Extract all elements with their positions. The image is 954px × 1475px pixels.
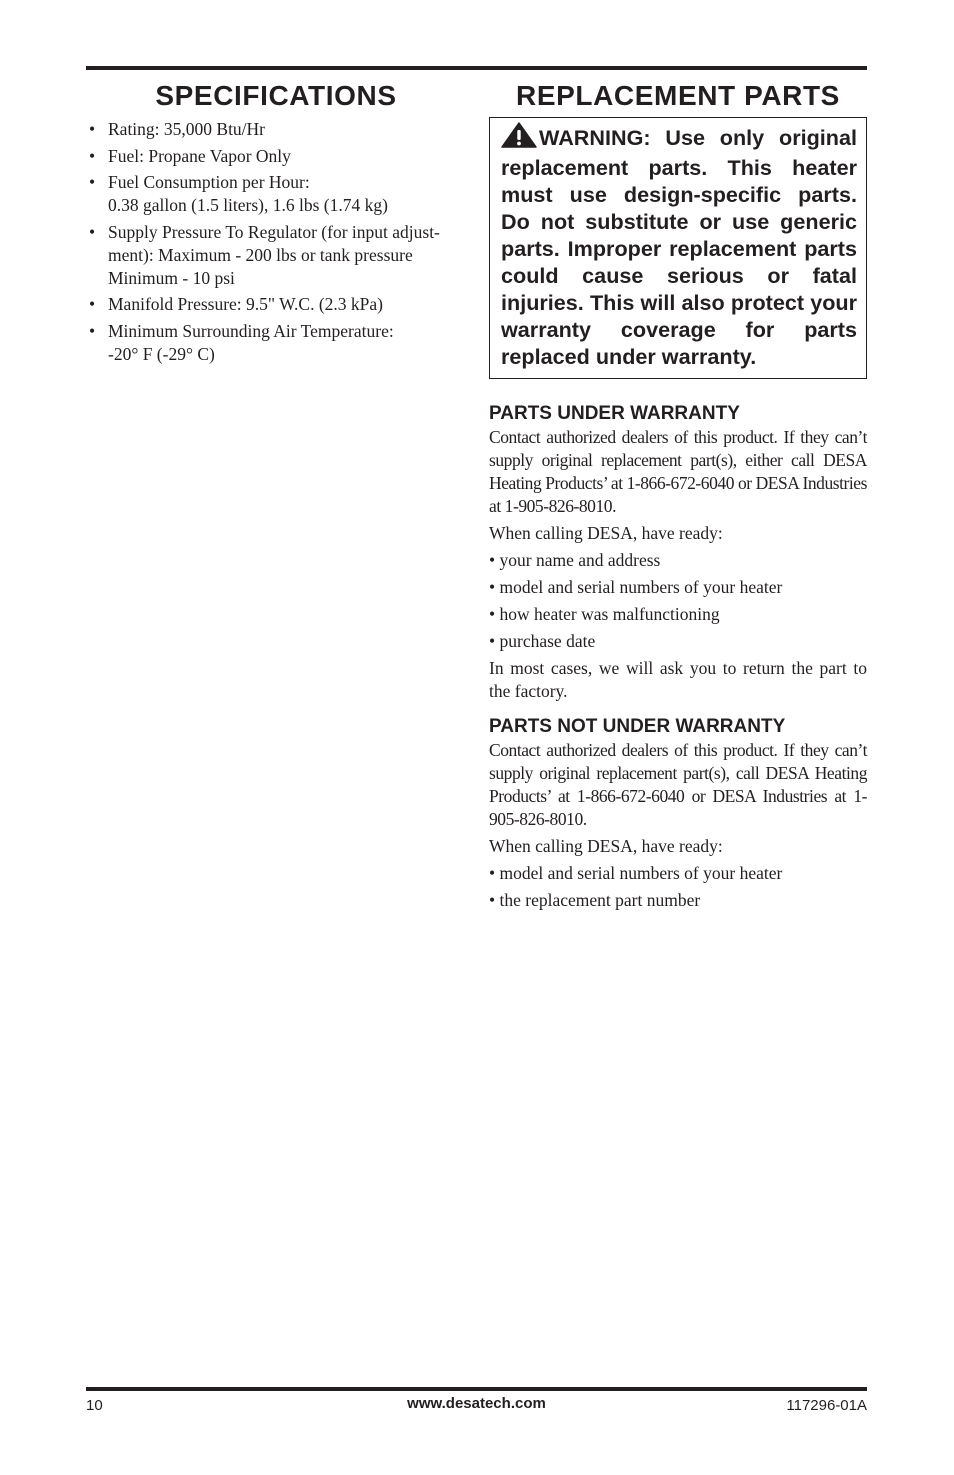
not-under-warranty-have-ready: When calling DESA, have ready: — [489, 836, 723, 856]
under-warranty-item: • your name and address — [489, 550, 661, 570]
page-number: 10 — [86, 1397, 103, 1414]
spec-line: Supply Pressure To Regulator (for input adjust- — [108, 221, 440, 242]
not-under-warranty-item: • model and serial numbers of your heater — [489, 863, 783, 883]
spec-item — [86, 320, 466, 366]
spec-line: Minimum - 10 psi — [108, 267, 235, 288]
bullet: • — [89, 294, 96, 314]
under-warranty-closing: In most cases, we will ask you to return the part to the factory. — [489, 658, 867, 701]
under-warranty-contact: Contact authorized dealers of this product. If they can’t supply original replacement part(s), either call DESA Heating Products’ at 1-866-672-6040 or DESA Industries at 1-905-826-8010. — [489, 427, 867, 516]
specifications-list — [86, 118, 466, 366]
under-warranty-have-ready: When calling DESA, have ready: — [489, 523, 723, 543]
warning-box — [489, 117, 867, 379]
top-rule — [86, 66, 867, 70]
bullet: • — [89, 145, 96, 166]
spec-item — [86, 145, 466, 168]
document-number: 117296-01A — [786, 1397, 867, 1414]
under-warranty-item: • how heater was malfunctioning — [489, 604, 720, 624]
specifications-title: SPECIFICATIONS — [155, 80, 397, 111]
spec-line: -20° F (-29° C) — [108, 343, 215, 364]
under-warranty-item: • model and serial numbers of your heater — [489, 577, 783, 597]
bullet: • — [89, 320, 96, 341]
spec-item — [86, 293, 466, 316]
under-warranty-item: • purchase date — [489, 631, 596, 651]
bottom-rule — [86, 1387, 867, 1391]
replacement-parts-title: REPLACEMENT PARTS — [516, 80, 840, 111]
spec-line: Manifold Pressure: 9.5" W.C. (2.3 kPa) — [108, 294, 383, 314]
not-under-warranty-contact: Contact authorized dealers of this product. If they can’t supply original replacement part(s), call DESA Heating Products’ at 1-866-672-6040 or DESA Industries at 1-905-826-8010. — [489, 740, 867, 829]
spec-line: Rating: 35,000 Btu/Hr — [108, 119, 266, 139]
spec-line: Minimum Surrounding Air Temperature: — [108, 320, 394, 341]
warning-text: WARNING: Use only original replacement parts. This heater must use design-specific parts. Do not substitute or use generic parts. Improper replacement parts could cause serious or fatal injuries. This will also protect your warranty coverage for parts replaced under warranty. — [501, 125, 857, 369]
spec-line: Fuel: Propane Vapor Only — [108, 145, 291, 166]
spec-item — [86, 118, 466, 141]
spec-line: 0.38 gallon (1.5 liters), 1.6 lbs (1.74 kg) — [108, 195, 388, 215]
not-under-warranty-item: • the replacement part number — [489, 890, 701, 910]
spec-line: Fuel Consumption per Hour: — [108, 172, 310, 192]
warning-triangle-icon — [501, 122, 537, 154]
specifications-section — [86, 78, 466, 369]
spec-item — [86, 221, 466, 290]
spec-line: ment): Maximum - 200 lbs or tank pressure — [108, 244, 413, 265]
replacement-parts-section — [489, 78, 867, 912]
bullet: • — [89, 172, 96, 192]
bullet: • — [89, 221, 96, 242]
page-footer — [86, 1394, 867, 1418]
bullet: • — [89, 119, 96, 139]
website-link[interactable]: www.desatech.com — [407, 1395, 546, 1412]
parts-under-warranty-title: PARTS UNDER WARRANTY — [489, 403, 740, 424]
parts-not-under-warranty-title: PARTS NOT UNDER WARRANTY — [489, 716, 786, 737]
spec-item — [86, 171, 466, 217]
